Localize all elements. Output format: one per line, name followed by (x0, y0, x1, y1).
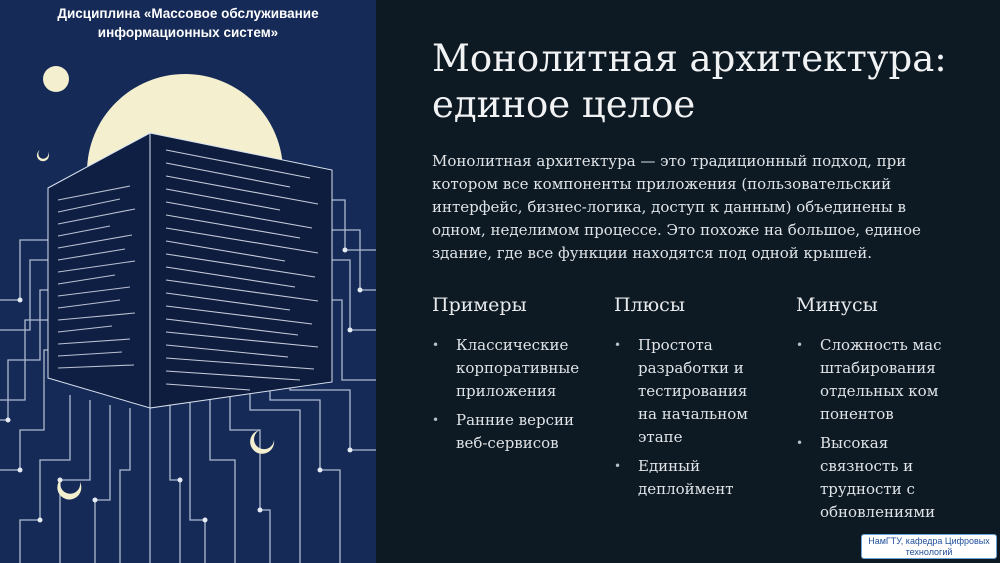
bullet-icon: • (432, 338, 440, 352)
slide-title (432, 36, 992, 128)
bullet-icon: • (614, 459, 622, 473)
list-item-text: Простота разработки и тестирования на начальном этапе (638, 336, 748, 446)
discipline-line-2: информационных систем» (97, 25, 279, 40)
bullet-icon: • (432, 413, 440, 427)
monolith-right-face (150, 133, 332, 408)
column-pros (614, 292, 774, 507)
bullet-icon: • (796, 338, 804, 352)
column-heading-cons: Минусы (796, 294, 878, 316)
list-item-text: Сложность масштабирования отдельных компонентов (820, 336, 942, 423)
bullet-icon: • (614, 338, 622, 352)
examples-list (432, 334, 592, 455)
column-cons (796, 292, 956, 530)
small-moon (43, 66, 69, 92)
list-item (796, 432, 944, 524)
discipline-title (0, 4, 376, 42)
list-item-text: Ранние версии веб-сервисов (456, 411, 574, 452)
intro-paragraph: Монолитная архитектура — это традиционный подход, при котором все компоненты приложения (пользовательский интерфейс, бизнес-логика, доступ к данным) объединены в одном, неделимом процессе. Это похоже на большое, единое здание, где все функции находятся под одной крышей. (432, 152, 921, 262)
pros-list (614, 334, 774, 501)
column-heading-examples: Примеры (432, 294, 527, 316)
column-examples (432, 292, 592, 461)
list-item (432, 409, 592, 455)
monolith-illustration (0, 0, 376, 563)
list-item-text: Единый деплоймент (638, 457, 734, 498)
list-item (614, 455, 750, 501)
illustration-panel (0, 0, 376, 563)
slide-title-line-2: единое целое (432, 83, 696, 126)
list-item (432, 334, 592, 403)
footer-line-2: технологий (905, 547, 953, 557)
bullet-icon: • (796, 436, 804, 450)
list-item-text: Классические корпоративные приложения (456, 336, 580, 400)
cons-list (796, 334, 956, 524)
slide-title-line-1: Монолитная архитектура: (432, 37, 947, 80)
footer-badge (861, 534, 997, 559)
list-item-text: Высокая связность и трудности с обновлениями (820, 434, 936, 521)
discipline-line-1: Дисциплина «Массовое обслуживание (57, 6, 319, 21)
list-item (796, 334, 944, 426)
column-heading-pros: Плюсы (614, 294, 685, 316)
content-panel (376, 0, 1000, 563)
list-item (614, 334, 750, 449)
footer-line-1: НамГТУ, кафедра Цифровых (868, 536, 990, 546)
